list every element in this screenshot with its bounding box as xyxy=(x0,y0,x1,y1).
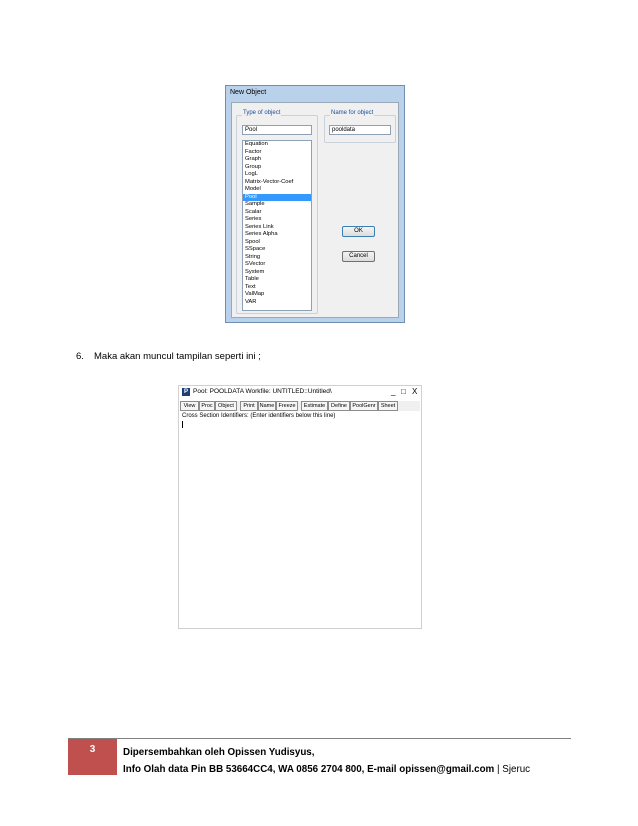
type-list-item[interactable]: String xyxy=(245,253,261,260)
type-list-item[interactable]: Table xyxy=(245,276,259,282)
type-of-object-group xyxy=(236,110,318,314)
type-list-item[interactable]: Text xyxy=(245,283,256,290)
footer-page-number: 3 xyxy=(89,744,96,755)
footer-rule xyxy=(68,738,571,739)
footer-tail: Sjeruc xyxy=(502,764,531,775)
name-for-object-label: Name for object xyxy=(331,110,374,116)
pool-toolbar xyxy=(180,401,420,411)
cancel-button[interactable]: Cancel xyxy=(342,251,375,262)
type-list-item[interactable]: SSpace xyxy=(245,246,266,252)
type-list-item[interactable]: LogL xyxy=(245,171,258,177)
type-list-item[interactable]: Pool xyxy=(243,194,311,202)
type-of-object-label: Type of object xyxy=(243,110,281,116)
type-list-item[interactable]: VAR xyxy=(245,298,257,305)
toolbar-proc-button[interactable]: Proc xyxy=(199,401,215,411)
footer-page-box xyxy=(68,739,117,775)
footer-line-1: Dipersembahkan oleh Opissen Yudisyus, xyxy=(123,747,315,758)
type-list-item[interactable]: Factor xyxy=(245,148,262,155)
type-list-item[interactable]: SVector xyxy=(245,261,266,267)
footer-separator: | xyxy=(494,764,503,775)
toolbar-object-button[interactable]: Object xyxy=(215,401,237,411)
type-list-item[interactable]: System xyxy=(245,268,265,275)
type-list-item[interactable]: Series Alpha xyxy=(245,231,278,237)
type-list-item[interactable]: Equation xyxy=(245,141,268,147)
new-object-dialog xyxy=(225,85,405,323)
type-list-item[interactable]: Model xyxy=(245,186,261,192)
dialog-title: New Object xyxy=(230,89,267,96)
type-list-item[interactable]: Sample xyxy=(245,201,265,207)
name-for-object-group xyxy=(324,110,396,143)
type-list-item[interactable]: Series xyxy=(245,216,262,222)
dialog-body xyxy=(231,102,399,318)
ok-button[interactable]: OK xyxy=(342,226,375,237)
toolbar-define-button[interactable]: Define xyxy=(328,401,350,411)
type-list-item[interactable]: Matrix-Vector-Coef xyxy=(245,178,294,185)
toolbar-poolgenr-button[interactable]: PoolGenr xyxy=(350,401,378,411)
toolbar-name-button[interactable]: Name xyxy=(259,403,275,409)
minimize-icon[interactable]: _ xyxy=(391,387,396,396)
text-cursor xyxy=(182,421,183,428)
type-of-object-field[interactable]: Pool xyxy=(242,125,312,135)
footer-text xyxy=(123,744,530,778)
step-paragraph xyxy=(76,351,261,362)
type-list-item[interactable]: Group xyxy=(245,163,262,170)
toolbar-print-button[interactable]: Print xyxy=(240,401,258,411)
name-for-object-input[interactable]: pooldata xyxy=(329,125,391,135)
pool-window xyxy=(178,385,422,629)
pool-content-text[interactable]: Cross Section Identifiers: (Enter identifiers below this line) xyxy=(182,413,336,419)
type-list-item[interactable]: ValMap xyxy=(245,291,265,297)
toolbar-view-button[interactable]: View xyxy=(180,401,199,411)
maximize-icon[interactable]: □ xyxy=(401,387,406,396)
type-list-item[interactable]: Scalar xyxy=(245,208,262,215)
toolbar-sheet-button[interactable]: Sheet xyxy=(378,401,398,411)
pool-window-title: Pool: POOLDATA Workfile: UNTITLED::Untitled\ xyxy=(193,388,332,395)
step-text: Maka akan muncul tampilan seperti ini ; xyxy=(94,351,261,362)
step-number: 6. xyxy=(76,351,84,362)
type-list-item[interactable]: Graph xyxy=(245,156,262,162)
toolbar-freeze-button[interactable]: Freeze xyxy=(276,401,298,411)
type-list-item[interactable]: Spool xyxy=(245,238,260,245)
pool-app-icon: P xyxy=(183,389,188,395)
toolbar-estimate-button[interactable]: Estimate xyxy=(301,401,328,411)
type-of-object-list[interactable] xyxy=(242,140,312,311)
type-list-item[interactable]: Series Link xyxy=(245,223,274,230)
pool-title-bar xyxy=(179,386,421,399)
close-icon[interactable]: X xyxy=(412,387,418,396)
footer-line-2: Info Olah data Pin BB 53664CC4, WA 0856 2704 800, E-mail opissen@gmail.com xyxy=(123,764,495,775)
